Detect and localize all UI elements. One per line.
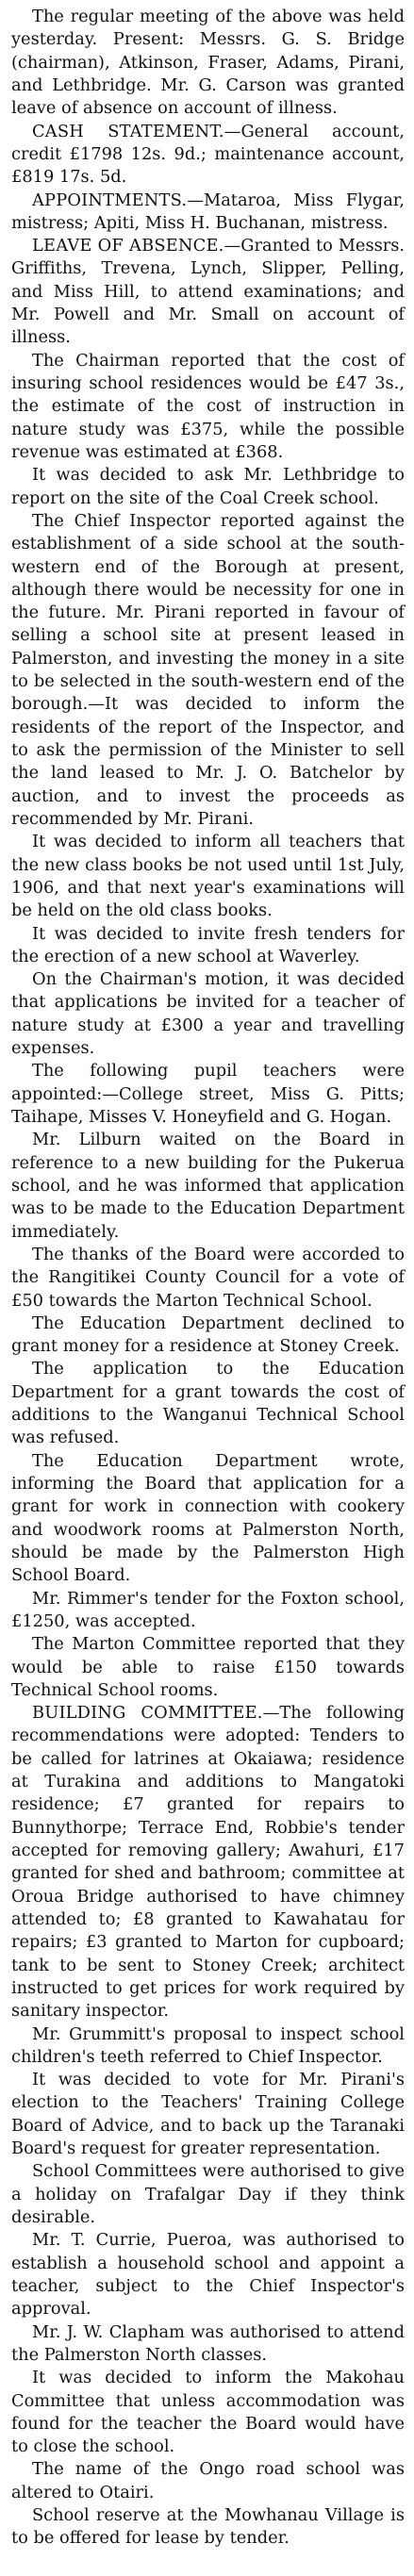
paragraph-text: The Marton Committee reported that they would be able to raise £150 towards Technical School rooms.	[11, 1634, 405, 1700]
section-heading: LEAVE OF ABSENCE.	[32, 236, 224, 256]
section-heading: BUILDING COMMITTEE.	[32, 1703, 263, 1724]
paragraph-text: —Granted to Messrs. Griffiths, Trevena, Lynch, Slipper, Pelling, and Miss Hill, to attend examinations; and Mr. Powell and Mr. Small on account of illness.	[11, 236, 405, 348]
article-paragraph	[11, 1450, 405, 1588]
article-paragraph	[11, 923, 405, 969]
article-paragraph	[11, 1129, 405, 1244]
paragraph-text: —Mataroa, Miss Flygar, mistress; Apiti, Miss H. Buchanan, mistress.	[11, 190, 405, 233]
article-paragraph	[11, 2321, 405, 2368]
paragraph-text: School reserve at the Mowhanau Village is to be offered for lease by tender.	[11, 2505, 405, 2549]
paragraph-text: Mr. Rimmer's tender for the Foxton school, £1250, was accepted.	[11, 1588, 405, 1631]
article-paragraph	[11, 510, 405, 831]
paragraph-text: The Education Department declined to grant money for a residence at Stoney Creek.	[11, 1313, 405, 1357]
paragraph-text: It was decided to inform all teachers that the new class books be not used until 1st July, 1906, and that next year's examinations will be held on the old class books.	[11, 832, 405, 921]
article-paragraph	[11, 350, 405, 465]
article-paragraph	[11, 464, 405, 510]
paragraph-text: It was decided to ask Mr. Lethbridge to report on the site of the Coal Creek school.	[11, 465, 405, 508]
paragraph-text: The Education Department wrote, informing the Board that application for a grant for work in connection with cookery and woodwork rooms at Palmerston North, should be made by the Palmerston High School Board.	[11, 1450, 405, 1586]
paragraph-text: The application to the Education Department for a grant towards the cost of additions to the Wanganui Technical School was refused.	[11, 1359, 405, 1448]
article-paragraph	[11, 1702, 405, 2023]
paragraph-text: The following pupil teachers were appointed:—College street, Miss G. Pitts; Taihape, Misses V. Honeyfield and G. Hogan.	[11, 1061, 405, 1127]
section-heading: CASH STATEMENT.	[32, 121, 224, 141]
article-paragraph	[11, 2504, 405, 2551]
paragraph-text: Mr. Grummitt's proposal to inspect school children's teeth referred to Chief Inspector.	[11, 2023, 405, 2067]
article-paragraph	[11, 1244, 405, 1313]
paragraph-text: The Chairman reported that the cost of insuring school residences would be £47 3s., the estimate of the cost of instruction in nature study was £375, while the possible revenue was estimated at £368.	[11, 350, 405, 462]
paragraph-text: School Committees were authorised to give a holiday on Trafalgar Day if they think desirable.	[11, 2161, 405, 2227]
paragraph-text: Mr. J. W. Clapham was authorised to attend the Palmerston North classes.	[11, 2321, 405, 2365]
article-column	[11, 6, 405, 2551]
article-paragraph	[11, 1313, 405, 1359]
paragraph-text: —General account, credit £1798 12s. 9d.; maintenance account, £819 17s. 5d.	[11, 121, 405, 188]
paragraph-text: It was decided to invite fresh tenders for the erection of a new school at Waverley.	[11, 923, 405, 966]
article-paragraph	[11, 1060, 405, 1129]
article-paragraph	[11, 190, 405, 236]
paragraph-text: Mr. Lilburn waited on the Board in reference to a new building for the Pukerua school, and he was informed that application was to be made to the Education Department immediately.	[11, 1130, 405, 1242]
paragraph-text: The name of the Ongo road school was altered to Otairi.	[11, 2459, 405, 2502]
paragraph-text: Mr. T. Currie, Pueroa, was authorised to establish a household school and appoint a teacher, subject to the Chief Inspector's approval.	[11, 2230, 405, 2320]
article-paragraph	[11, 831, 405, 922]
article-paragraph	[11, 1633, 405, 1702]
article-paragraph	[11, 121, 405, 190]
article-paragraph	[11, 1358, 405, 1449]
section-heading: APPOINTMENTS.	[32, 190, 188, 210]
article-paragraph	[11, 2229, 405, 2320]
paragraph-text: On the Chairman's motion, it was decided that applications be invited for a teacher of nature study at £300 a year and travelling expenses.	[11, 969, 405, 1059]
paragraph-text: The regular meeting of the above was held yesterday. Present: Messrs. G. S. Bridge (chairman), Atkinson, Fraser, Adams, Pirani, and Lethbridge. Mr. G. Carson was granted leave of absence on account of illness.	[11, 7, 405, 119]
paragraph-text: It was decided to inform the Makohau Committee that unless accommodation was found for the teacher the Board would have to close the school.	[11, 2368, 405, 2457]
article-paragraph	[11, 2023, 405, 2070]
paragraph-text: The thanks of the Board were accorded to the Rangitikei County Council for a vote of £50 towards the Marton Technical School.	[11, 1244, 405, 1311]
paragraph-text: The Chief Inspector reported against the establishment of a side school at the south-western end of the Borough at present, although there would be necessity for one in the future. Mr. Pirani reported in favour of selling a school site at present leased in Palmerston, and investing the money in a site to be selected in the south-western end of the borough.—It was decided to inform the residents of the report of the Inspector, and to ask the permission of the Minister to sell the land leased to Mr. J. O. Batchelor by auction, and to invest the proceeds as recommended by Mr. Pirani.	[11, 510, 405, 829]
article-paragraph	[11, 2160, 405, 2229]
article-paragraph	[11, 968, 405, 1060]
paragraph-text: —The following recommendations were adopted: Tenders to be called for latrines at Okaiawa; residence at Turakina and additions to Mangatoki residence; £7 granted for repairs to Bunnythorpe; Terrace End, Robbie's tender accepted for removing gallery; Awahuri, £17 granted for shed and bathroom; committee at Oroua Bridge authorised to have chimney attended to; £8 granted to Kawahatau for repairs; £3 granted to Marton for cupboard; tank to be sent to Stoney Creek; architect instructed to get prices for work required by sanitary inspector.	[11, 1703, 405, 2022]
article-paragraph	[11, 2458, 405, 2504]
article-paragraph	[11, 2367, 405, 2458]
article-paragraph	[11, 6, 405, 121]
article-paragraph	[11, 2069, 405, 2160]
paragraph-text: It was decided to vote for Mr. Pirani's election to the Teachers' Training College Board of Advice, and to back up the Taranaki Board's request for greater representation.	[11, 2070, 405, 2159]
article-paragraph	[11, 1588, 405, 1634]
article-paragraph	[11, 235, 405, 350]
